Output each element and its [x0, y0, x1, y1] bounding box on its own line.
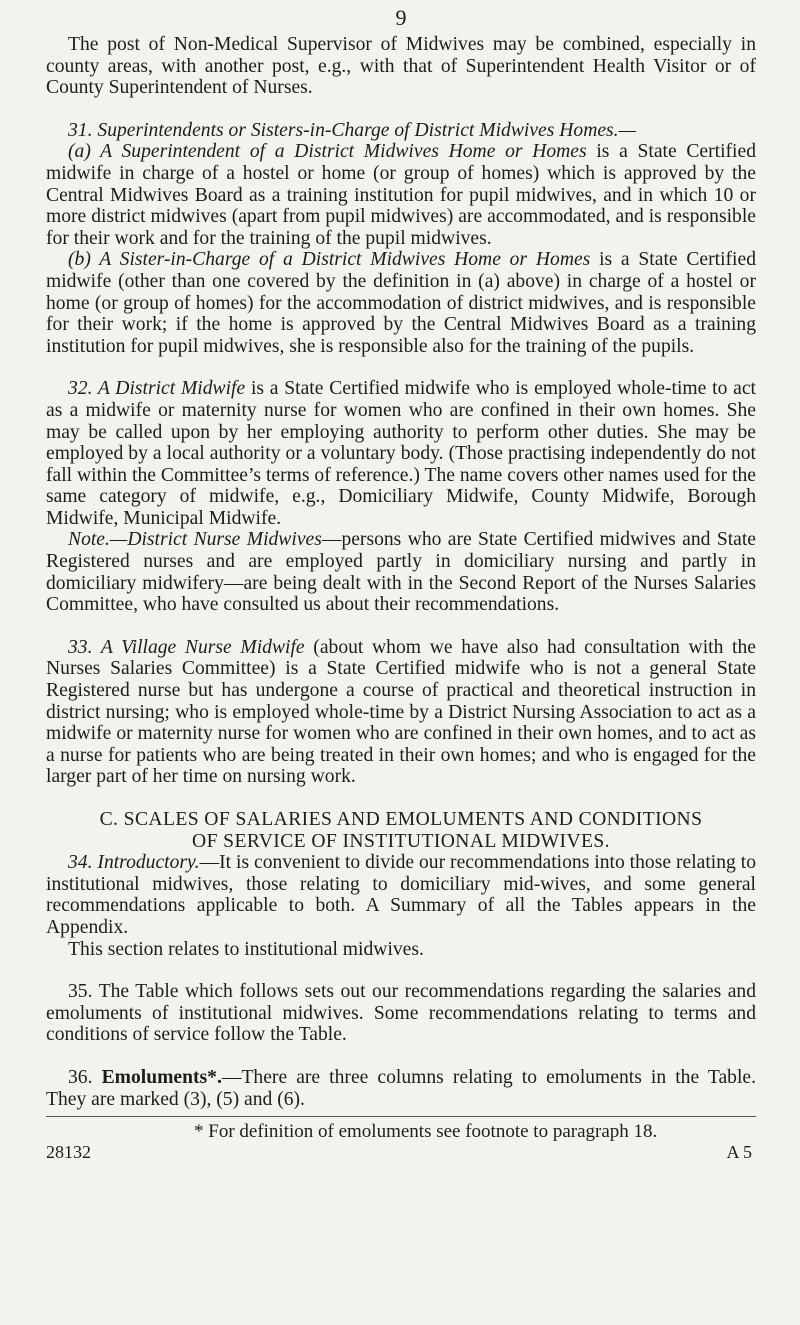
paragraph-31-lead [46, 120, 756, 142]
paragraph-31-heading: 31. Superintendents or Sisters-in-Charge of District Midwives Homes.— [68, 119, 636, 141]
paragraph-32-note [46, 529, 756, 615]
footnote-divider [46, 1116, 756, 1117]
paragraph-36 [46, 1067, 756, 1110]
paragraph-34-title: 34. Introductory. [68, 852, 200, 874]
paragraph-31b-text: is a State Certified midwife (other than one covered by the definition in (a) above) in charge of a hostel or home (or group of homes) for the accommodation of district midwives, and is responsible for their work; if the home is approved by the Central Midwives Board as a training institution for pupil midwives, she is responsible also for the training of the pupils. [46, 249, 756, 357]
print-code: 28132 [46, 1142, 91, 1163]
paragraph-32-note-title: Note.—District Nurse Midwives [68, 529, 322, 551]
page-footer [46, 1142, 756, 1162]
section-c-heading-line-1: C. SCALES OF SALARIES AND EMOLUMENTS AND CONDITIONS [99, 809, 703, 830]
paragraph-31b-title: (b) A Sister-in-Charge of a District Midwives Home or Homes [68, 249, 591, 271]
paragraph-34-note: This section relates to institutional midwives. [68, 938, 424, 960]
paragraph-36-number: 36. [68, 1066, 102, 1088]
signature-mark: A 5 [726, 1142, 752, 1163]
paragraph-31a-text: is a State Certified midwife in charge of a hostel or home (or group of homes) which is approved by the Central Midwives Board as a training institution for pupil midwives, and in which 10 or more district midwives (apart from pupil midwives) are accommodated, and is responsible for their work and for the training of the pupil midwives. [46, 141, 756, 249]
paragraph-31b [46, 249, 756, 357]
paragraph-31a-title: (a) A Superintendent of a District Midwives Home or Homes [68, 141, 587, 163]
paragraph-31a [46, 141, 756, 249]
paragraph-34-text: —It is convenient to divide our recommendations into those relating to institutional midwives, those relating to domiciliary mid-wives, and some general recommendations applicable to both. A Summary of all the Tables appears in the Appendix. [46, 852, 756, 938]
section-c-heading-line-2: OF SERVICE OF INSTITUTIONAL MIDWIVES. [192, 830, 610, 852]
paragraph-35: 35. The Table which follows sets out our recommendations regarding the salaries and emoluments of institutional midwives. Some recommendations relating to terms and conditions of service follow the Table. [46, 981, 756, 1046]
intro-paragraph: The post of Non-Medical Supervisor of Midwives may be combined, especially in county areas, with another post, e.g., with that of Superintendent Health Visitor or of County Superintendent of Nurses. [46, 34, 756, 99]
paragraph-32 [46, 378, 756, 529]
page-number: 9 [395, 5, 407, 30]
paragraph-33-title: 33. A Village Nurse Midwife [68, 636, 305, 658]
footnote: * For definition of emoluments see footnote to paragraph 18. [194, 1121, 658, 1143]
paragraph-33 [46, 637, 756, 788]
paragraph-32-note-text: —persons who are State Certified midwives and State Registered nurses and are employed partly in domiciliary nursing and partly in domiciliary midwifery—are being dealt with in the Second Report of the Nurses Salaries Committee, who have consulted us about their recommendations. [46, 529, 756, 616]
paragraph-36-title: Emoluments*. [101, 1066, 222, 1088]
paragraph-33-text: (about whom we have also had consultation with the Nurses Salaries Committee) is a State Certified midwife who is not a general State Registered nurse but has undergone a course of practical and theoretical instruction in district nursing; who is employed whole-time by a District Nursing Association to act as a midwife or maternity nurse for women who are confined in their own homes, and to act as a nurse for patients who are being treated in their own homes; and who is engaged for the larger part of her time on nursing work. [46, 636, 756, 788]
paragraph-36-text: —There are three columns relating to emoluments in the Table. They are marked (3), (5) and (6). [46, 1066, 757, 1110]
paragraph-32-text: is a State Certified midwife who is employed whole-time to act as a midwife or maternity nurse for women who are confined in their own homes. She may be called upon by her employing authority to perform other duties. She may be employed by a local authority or a voluntary body. (Those practising independently do not fall within the Committee’s terms of reference.) The name covers other names used for the same category of midwife, e.g., Domiciliary Midwife, County Midwife, Borough Midwife, Municipal Midwife. [46, 378, 756, 529]
paragraph-32-title: 32. A District Midwife [68, 378, 246, 400]
paragraph-34 [46, 852, 756, 938]
